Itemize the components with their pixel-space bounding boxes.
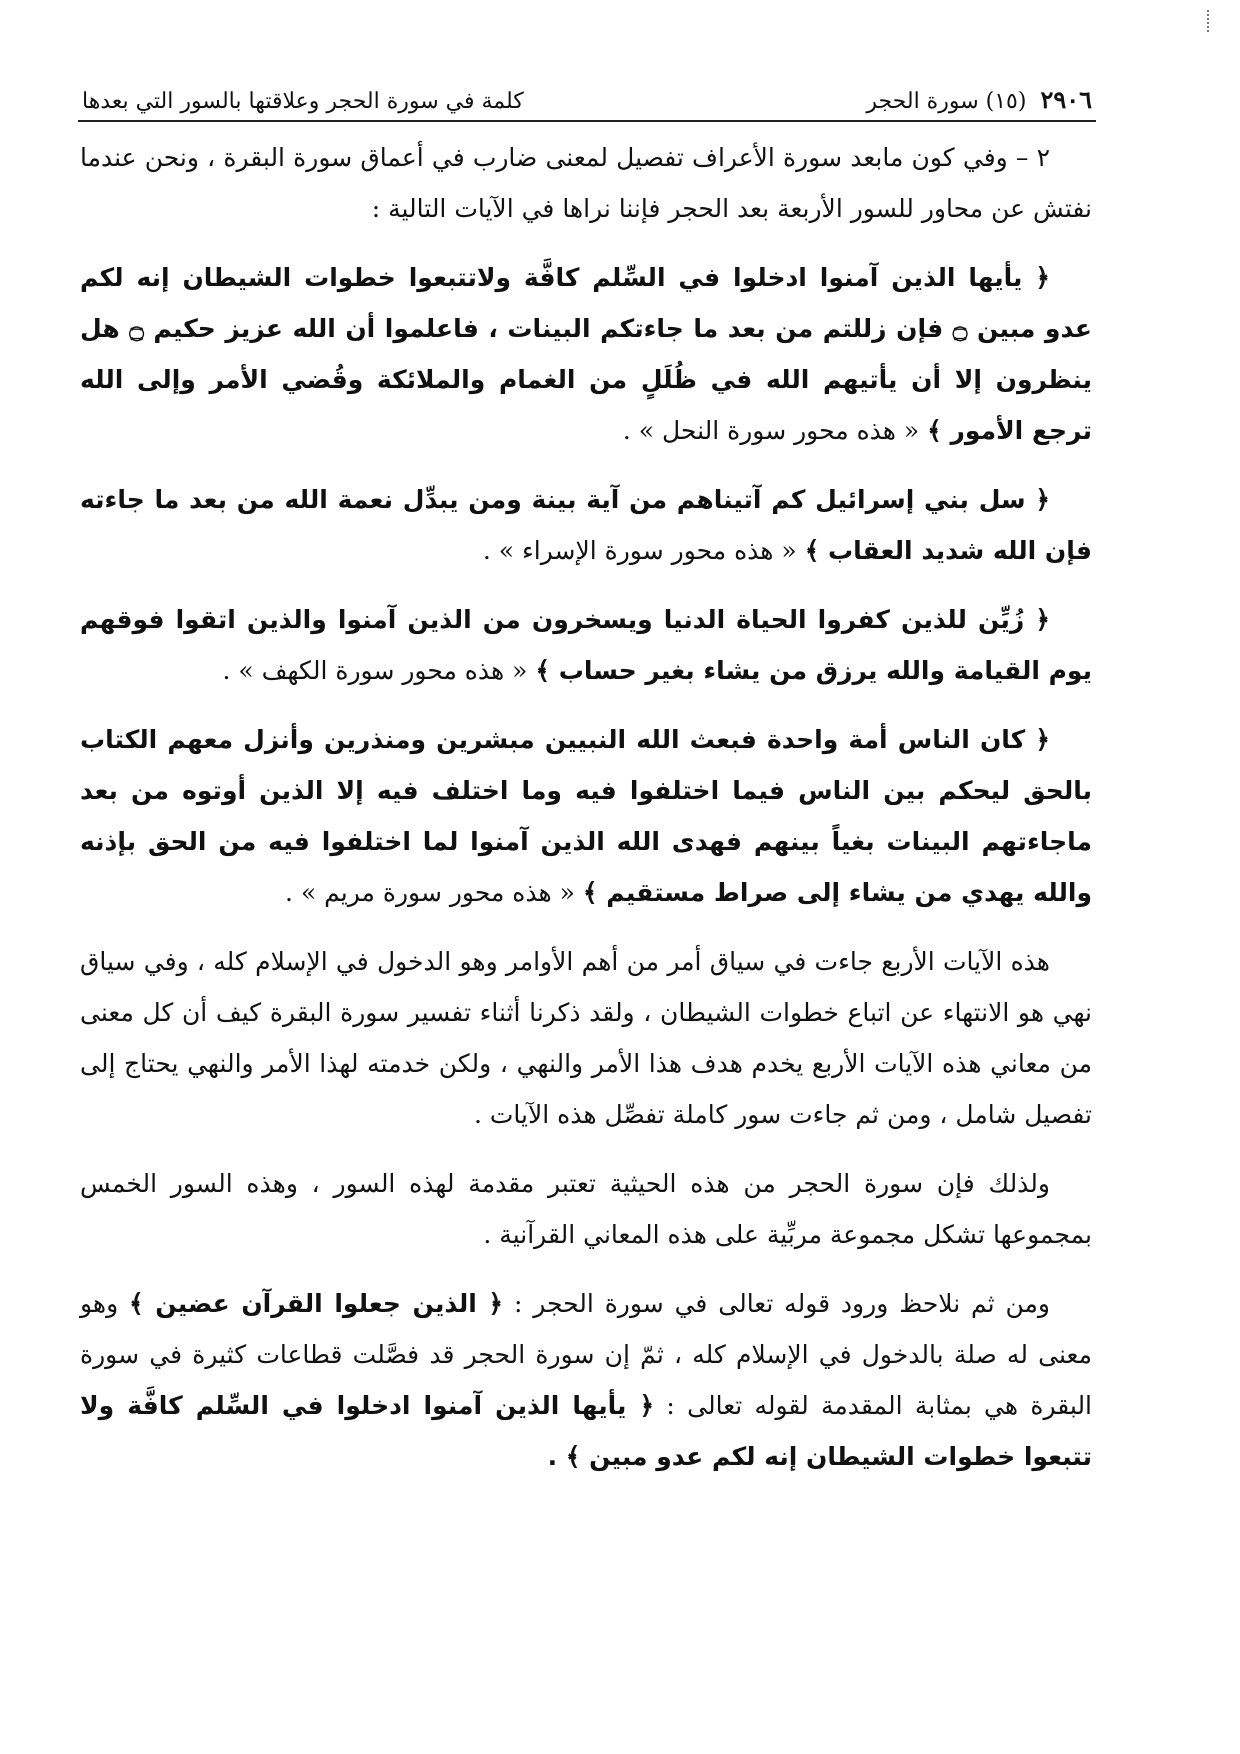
quran-verse: ﴿ يأيها الذين آمنوا ادخلوا في السِّلم كافَّة ولا تتبعوا خطوات الشيطان إنه لكم عدو مبين ﴾ . [80, 1391, 1092, 1471]
paragraph-four-verses: هذه الآيات الأربع جاءت في سياق أمر من أهم الأوامر وهو الدخول في الإسلام كله ، وفي سياق نهي هو الانتهاء عن اتباع خطوات الشيطان ، ولقد ذكرنا أثناء تفسير سورة البقرة كيف أن كل معنى من معاني هذه الآيات الأربع يخدم هدف هذا الأمر والنهي ، ولكن خدمته لهذا الأمر والنهي يحتاج إلى تفصيل شامل ، ومن ثم جاءت سور كاملة تفصِّل هذه الآيات . [80, 947, 1092, 1129]
paragraph-conclusion [80, 1278, 1092, 1482]
running-title: كلمة في سورة الحجر وعلاقتها بالسور التي بعدها [82, 89, 524, 114]
surah-reference: (١٥) سورة الحجر [866, 89, 1027, 114]
verse-block-isra [80, 474, 1092, 576]
corner-mark [1207, 10, 1211, 32]
verse-block-kahf [80, 594, 1092, 696]
page-header [82, 58, 1092, 114]
axis-note: « هذه محور سورة الكهف » . [222, 656, 528, 685]
paragraph-text: وهو معنى له صلة بالدخول في الإسلام كله ، ثمّ إن سورة الحجر قد فصَّلت قطاعات كثيرة في سورة البقرة هي بمثابة المقدمة لقوله تعالى : [80, 1289, 1093, 1420]
quran-verse: ﴿ الذين جعلوا القرآن عضين ﴾ [129, 1289, 504, 1318]
axis-note: « هذه محور سورة الإسراء » . [482, 536, 797, 565]
page-body [80, 132, 1092, 1500]
quran-verse: ﴿ زُيِّن للذين كفروا الحياة الدنيا ويسخرون من الذين آمنوا والذين اتقوا فوقهم يوم القيامة والله يرزق من يشاء بغير حساب ﴾ [80, 605, 1092, 685]
verse-block-maryam [80, 714, 1092, 918]
quran-verse: ﴿ كان الناس أمة واحدة فبعث الله النبيين مبشرين ومنذرين وأنزل معهم الكتاب بالحق ليحكم بين الناس فيما اختلفوا فيه وما اختلف فيه إلا الذين أوتوه من بعد ماجاءتهم البينات بغياً بينهم فهدى الله الذين آمنوا لما اختلفوا فيه من الحق بإذنه والله يهدي من يشاء إلى صراط مستقيم ﴾ [80, 725, 1092, 907]
header-rule [78, 120, 1096, 122]
quran-verse: ﴿ سل بني إسرائيل كم آتيناهم من آية بينة ومن يبدِّل نعمة الله من بعد ما جاءته فإن الله شديد العقاب ﴾ [80, 485, 1092, 565]
page-number: ٢٩٠٦ [1040, 85, 1092, 114]
paragraph-text: ومن ثم نلاحظ ورود قوله تعالى في سورة الحجر : [513, 1289, 1050, 1318]
paragraph-intro: ٢ – وفي كون مابعد سورة الأعراف تفصيل لمعنى ضارب في أعماق سورة البقرة ، ونحن عندما نفتش عن محاور للسور الأربعة بعد الحجر فإننا نراها في الآيات التالية : [80, 143, 1092, 223]
axis-note: « هذه محور سورة مريم » . [285, 878, 575, 907]
verse-block-nahl [80, 252, 1092, 456]
axis-note: « هذه محور سورة النحل » . [622, 416, 920, 445]
header-right [866, 85, 1092, 114]
quran-verse: ﴿ يأيها الذين آمنوا ادخلوا في السِّلم كافَّة ولاتتبعوا خطوات الشيطان إنه لكم عدو مبين ۝ فإن زللتم من بعد ما جاءتكم البينات ، فاعلموا أن الله عزيز حكيم ۝ هل ينظرون إلا أن يأتيهم الله في ظُلَلٍ من الغمام والملائكة وقُضي الأمر وإلى الله ترجع الأمور ﴾ [80, 263, 1092, 445]
paragraph-hijr-intro: ولذلك فإن سورة الحجر من هذه الحيثية تعتبر مقدمة لهذه السور ، وهذه السور الخمس بمجموعها تشكل مجموعة مربِّية على هذه المعاني القرآنية . [80, 1169, 1092, 1249]
